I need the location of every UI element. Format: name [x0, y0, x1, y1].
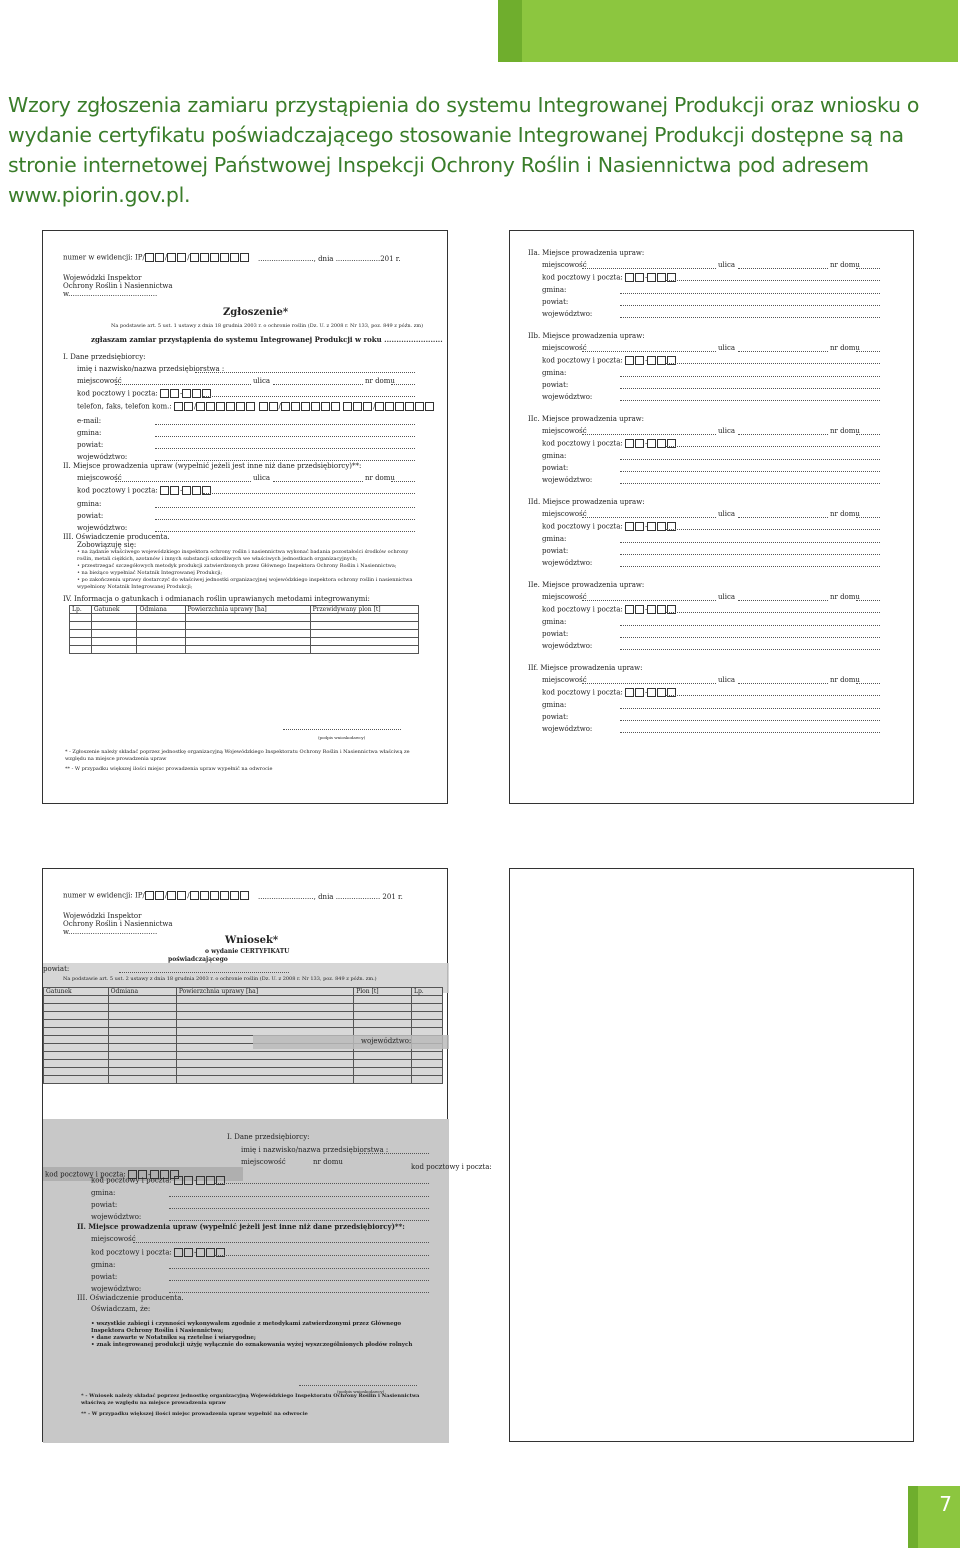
field-woj-line	[169, 1214, 429, 1221]
field-woj-label: województwo:	[77, 524, 128, 532]
field-postal-line	[666, 274, 880, 281]
section-heading: IIf. Miejsce prowadzenia upraw:	[528, 664, 643, 672]
field-gmina-label: gmina:	[542, 452, 567, 460]
field-house-line	[856, 345, 880, 352]
field-powiat-label: powiat:	[43, 965, 70, 973]
field-powiat-label: powiat:	[542, 464, 569, 472]
form-subtitle-1: o wydanie CERTYFIKATU	[205, 948, 290, 955]
field-city-line	[115, 475, 251, 482]
field-name-line	[359, 1147, 429, 1154]
footnote-2: ** - W przypadku większej ilości miejsc prowadzenia upraw wypełnić na odwrocie	[81, 1411, 308, 1417]
field-postal-line	[666, 357, 880, 364]
field-postal-label: kod pocztowy i poczta: -	[91, 1248, 226, 1258]
legal-basis: Na podstawie art. 5 ust. 1 ustawy z dnia 18 grudnia 2003 r. o ochronie roślin (Dz. U. z 2008 r. Nr 133, poz. 849 z późn. zm)	[111, 323, 424, 329]
intro-text: Wzory zgłoszenia zamiaru przystąpienia do systemu Integrowanej Produkcji oraz wniosku o wydanie certyfikatu poświadczającego stosowanie Integrowanej Produkcji dostępne są na stronie internetowej Państwowej Inspekcji Ochrony Roślin i Nasiennictwa pod adresem www.piorin.gov.pl.	[8, 93, 920, 207]
section-3-sub: Zobowiązuję się:	[77, 541, 137, 549]
field-city-line	[582, 345, 716, 352]
form-subtitle-2: poświadczającego	[168, 956, 228, 963]
field-postal-line	[666, 523, 880, 530]
field-house-line	[856, 428, 880, 435]
field-woj-label: województwo:	[542, 642, 593, 650]
field-city-line	[582, 511, 716, 518]
field-gmina-line	[155, 501, 415, 508]
field-city-label: miejscowość	[542, 593, 587, 601]
field-city-line	[582, 428, 716, 435]
field-powiat-line	[620, 465, 880, 472]
field-city-label: miejscowość	[77, 377, 122, 385]
field-woj-line	[620, 643, 880, 650]
header-green-bar	[498, 0, 958, 62]
table-header-row	[70, 606, 419, 614]
col-header: Gatunek	[91, 606, 137, 614]
table-row	[70, 622, 419, 630]
legal-basis: Na podstawie art. 5 ust. 2 ustawy z dnia 18 grudnia 2003 r. o ochronie roślin (Dz. U. z 2008 r. Nr 133, poz. 849 z późn. zm.)	[63, 976, 377, 982]
field-street-label: ulica	[253, 474, 271, 482]
field-phone-label: telefon, faks, telefon kom.: / / /	[77, 402, 435, 412]
field-house-label: nr domu	[365, 377, 395, 385]
field-postal-label: kod pocztowy i poczta: -	[542, 688, 677, 698]
field-house-label: nr domu	[830, 344, 860, 352]
form-reverse-page	[509, 230, 914, 804]
field-gmina-label: gmina:	[542, 535, 567, 543]
col-header: Plon [t]	[354, 988, 412, 996]
section-heading: IIe. Miejsce prowadzenia upraw:	[528, 581, 645, 589]
section-heading: IIb. Miejsce prowadzenia upraw:	[528, 332, 645, 340]
field-street-line	[738, 262, 828, 269]
field-powiat-line	[155, 513, 415, 520]
field-powiat-line	[620, 714, 880, 721]
field-email-label: e-mail:	[77, 417, 102, 425]
field-postal-label: kod pocztowy i poczta: -	[542, 356, 677, 366]
blank-page	[509, 868, 914, 1442]
field-gmina-label: gmina:	[542, 701, 567, 709]
section-1-heading: I. Dane przedsiębiorcy:	[227, 1133, 310, 1141]
field-house-line	[856, 511, 880, 518]
field-woj-line	[155, 525, 415, 532]
field-postal-line	[666, 440, 880, 447]
footer-green-tab	[908, 1486, 960, 1548]
table-row	[70, 630, 419, 638]
field-postal-line	[666, 606, 880, 613]
field-street-label: ulica	[718, 593, 736, 601]
field-gmina-label: gmina:	[542, 369, 567, 377]
signature-line	[283, 723, 401, 730]
field-woj-label: województwo:	[542, 476, 593, 484]
field-house-label: nr domu	[830, 676, 860, 684]
field-woj-label: województwo:	[361, 1037, 412, 1045]
field-postal-line	[215, 1177, 429, 1184]
table-row	[44, 1068, 443, 1076]
field-street-line	[273, 378, 363, 385]
field-street-label: ulica	[718, 344, 736, 352]
declaration-item: • przestrzegać szczegółowych metodyk produkcji zatwierdzonych przez Głównego Inspektora Ochrony Roślin i Nasiennictwa;	[77, 563, 397, 569]
table-row	[70, 638, 419, 646]
table-row	[44, 1004, 443, 1012]
field-house-label: nr domu	[313, 1158, 343, 1166]
field-gmina-line	[620, 702, 880, 709]
section-heading: IIa. Miejsce prowadzenia upraw:	[528, 249, 645, 257]
field-gmina-label: gmina:	[542, 286, 567, 294]
field-postal-label-cut: kod pocztowy i poczta:	[411, 1163, 492, 1171]
section-3-heading: III. Oświadczenie producenta.	[77, 1294, 184, 1302]
table-row	[44, 1020, 443, 1028]
declaration-list	[77, 549, 417, 591]
footnote-1: * - Zgłoszenie należy składać poprzez jednostkę organizacyjną Wojewódzkiego Inspektoratu Ochrony Roślin i Nasiennictwa właściwą ze względu na miejsce prowadzenia upraw	[65, 749, 410, 762]
field-postal-line	[666, 689, 880, 696]
field-house-line	[856, 677, 880, 684]
addressee-line-1: Wojewódzki Inspektor	[63, 274, 142, 282]
field-woj-label: województwo:	[542, 310, 593, 318]
field-city-label: miejscowość	[542, 510, 587, 518]
field-powiat-label: powiat:	[542, 713, 569, 721]
field-street-line	[273, 475, 363, 482]
crop-table	[69, 605, 419, 654]
field-city-label: miejscowość	[241, 1158, 286, 1166]
form-zgloszenie-page	[42, 230, 448, 804]
table-header-row	[44, 988, 443, 996]
declaration-item: • wszystkie zabiegi i czynności wykonywałem zgodnie z metodykami zatwierdzonymi przez Głównego Inspektora Ochrony Roślin i Nasiennictwa;	[91, 1321, 402, 1334]
field-name-line	[195, 366, 415, 373]
section-heading: IId. Miejsce prowadzenia upraw:	[528, 498, 645, 506]
footnote-2: ** - W przypadku większej ilości miejsc prowadzenia upraw wypełnić na odwrocie	[65, 766, 273, 772]
field-powiat-line	[620, 631, 880, 638]
table-row	[70, 646, 419, 654]
section-heading: IIc. Miejsce prowadzenia upraw:	[528, 415, 645, 423]
field-gmina-line	[155, 430, 415, 437]
field-powiat-line	[169, 1202, 429, 1209]
field-powiat-label: powiat:	[91, 1201, 118, 1209]
field-name-label: imię i nazwisko/nazwa przedsiębiorstwa :	[77, 365, 225, 373]
field-postal-label: kod pocztowy i poczta: -	[542, 439, 677, 449]
field-house-label: nr domu	[830, 510, 860, 518]
page-number: 7	[939, 1492, 952, 1516]
field-postal-label: kod pocztowy i poczta: -	[77, 389, 212, 399]
addressee-line-2: Ochrony Roślin i Nasiennictwa	[63, 282, 173, 290]
section-2-heading: II. Miejsce prowadzenia upraw (wypełnić jeżeli jest inne niż dane przedsiębiorcy)**:	[77, 1222, 405, 1231]
section-3-heading: III. Oświadczenie producenta.	[63, 533, 170, 541]
addressee-line-3: w........................................	[63, 290, 158, 298]
field-house-line	[391, 475, 415, 482]
field-postal-label: kod pocztowy i poczta: -	[45, 1170, 180, 1180]
field-email-line	[155, 418, 415, 425]
field-city-line	[133, 1236, 429, 1243]
declaration-list	[91, 1321, 431, 1349]
form-title: Zgłoszenie*	[223, 307, 289, 318]
field-street-line	[738, 511, 828, 518]
field-woj-label: województwo:	[77, 453, 128, 461]
field-woj-label: województwo:	[91, 1285, 142, 1293]
addressee-line-3: w........................................	[63, 928, 158, 936]
field-woj-line	[620, 311, 880, 318]
table-row	[44, 1076, 443, 1084]
reg-number: numer w ewidencji: IP/ / /	[63, 253, 250, 263]
declaration-item: • dane zawarte w Notatniku są rzetelne i wiarygodne;	[91, 1335, 256, 1341]
section-4-heading: IV. Informacja o gatunkach i odmianach roślin uprawianych metodami integrowanymi:	[63, 595, 370, 603]
table-row	[44, 1060, 443, 1068]
field-street-label: ulica	[253, 377, 271, 385]
field-woj-line	[620, 394, 880, 401]
field-powiat-label: powiat:	[542, 630, 569, 638]
field-gmina-label: gmina:	[77, 500, 102, 508]
field-city-label: miejscowość	[542, 427, 587, 435]
field-house-label: nr domu	[365, 474, 395, 482]
form-wniosek-page	[42, 868, 492, 1442]
reg-number: numer w ewidencji: IP/ / /	[63, 891, 250, 901]
footnote-1: * - Wniosek należy składać poprzez jednostkę organizacyjną Wojewódzkiego Inspektoratu Ochrony Roślin i Nasiennictwa właściwą ze względu na miejsce prowadzenia upraw	[81, 1393, 420, 1406]
field-gmina-label: gmina:	[91, 1189, 116, 1197]
field-woj-label: województwo:	[542, 725, 593, 733]
header-green-strip	[498, 0, 522, 62]
field-powiat-line	[155, 442, 415, 449]
field-woj-label: województwo:	[542, 393, 593, 401]
form-title: Wniosek*	[225, 935, 279, 946]
field-powiat-line	[620, 299, 880, 306]
field-house-label: nr domu	[830, 427, 860, 435]
col-header: Przewidywany plon [t]	[310, 606, 418, 614]
field-street-label: ulica	[718, 261, 736, 269]
field-gmina-line	[620, 619, 880, 626]
declaration-item: • na żądanie właściwego wojewódzkiego inspektora ochrony roślin i nasiennictwa wykonać badania pozostałości środków ochrony roślin, metali ciężkich, azotanów i innych substancji szkodliwych we właściwych jednostkach organizacyjnych;	[77, 549, 409, 562]
field-house-label: nr domu	[830, 593, 860, 601]
field-street-line	[738, 594, 828, 601]
col-header: Lp.	[70, 606, 92, 614]
field-postal-line	[203, 487, 415, 494]
declaration-item: • znak integrowanej produkcji użyję wyłącznie do oznakowania wyżej wyszczególnionych płodów rolnych	[91, 1342, 413, 1348]
form-date: ........................., dnia ....................201 r.	[258, 255, 401, 263]
field-woj-label: województwo:	[542, 559, 593, 567]
table-row	[44, 1012, 443, 1020]
addressee-line-2: Ochrony Roślin i Nasiennictwa	[63, 920, 173, 928]
field-powiat-label: powiat:	[77, 441, 104, 449]
table-row	[70, 614, 419, 622]
field-city-line	[582, 594, 716, 601]
table-row	[44, 1052, 443, 1060]
field-city-line	[582, 262, 716, 269]
field-postal-label: kod pocztowy i poczta: -	[542, 522, 677, 532]
section-1-heading: I. Dane przedsiębiorcy:	[63, 353, 146, 361]
field-house-line	[856, 594, 880, 601]
field-powiat-label: powiat:	[542, 547, 569, 555]
field-street-line	[738, 428, 828, 435]
form-date: ........................., dnia .................... 201 r.	[258, 893, 403, 901]
field-gmina-label: gmina:	[542, 618, 567, 626]
col-header: Lp.	[411, 988, 442, 996]
field-woj-line	[620, 560, 880, 567]
field-woj-line	[620, 726, 880, 733]
field-gmina-line	[620, 453, 880, 460]
field-woj-line	[620, 477, 880, 484]
field-city-line	[115, 378, 251, 385]
field-postal-line	[203, 390, 415, 397]
field-city-label: miejscowość	[91, 1235, 136, 1243]
section-3-sub: Oświadczam, że:	[91, 1305, 151, 1313]
col-header: Odmiana	[137, 606, 185, 614]
field-gmina-line	[620, 536, 880, 543]
field-house-label: nr domu	[830, 261, 860, 269]
field-powiat-label: powiat:	[542, 381, 569, 389]
field-powiat-line	[620, 548, 880, 555]
field-street-line	[738, 345, 828, 352]
signature-line	[299, 1379, 417, 1386]
signature-caption: (podpis wnioskodawcy)	[318, 735, 366, 740]
field-powiat-line	[119, 966, 289, 973]
field-city-label: miejscowość	[77, 474, 122, 482]
field-woj-line	[169, 1286, 429, 1293]
field-woj-line	[155, 454, 415, 461]
field-city-label: miejscowość	[542, 261, 587, 269]
col-header: Powierzchnia uprawy [ha]	[185, 606, 310, 614]
field-postal-label: kod pocztowy i poczta: -	[542, 605, 677, 615]
table-row	[44, 996, 443, 1004]
section-2-heading: II. Miejsce prowadzenia upraw (wypełnić jeżeli jest inne niż dane przedsiębiorcy)**:	[63, 462, 362, 470]
field-powiat-label: powiat:	[77, 512, 104, 520]
field-postal-label: kod pocztowy i poczta: -	[91, 1176, 226, 1186]
col-header: Gatunek	[44, 988, 109, 996]
field-powiat-label: powiat:	[91, 1273, 118, 1281]
field-street-label: ulica	[718, 676, 736, 684]
field-postal-line	[215, 1249, 429, 1256]
field-street-line	[738, 677, 828, 684]
field-powiat-line	[620, 382, 880, 389]
field-name-label: imię i nazwisko/nazwa przedsiębiorstwa :	[241, 1146, 389, 1154]
scan-overlay	[253, 1035, 449, 1049]
field-gmina-line	[620, 370, 880, 377]
field-city-label: miejscowość	[542, 676, 587, 684]
field-postal-label: kod pocztowy i poczta: -	[542, 273, 677, 283]
field-house-line	[391, 378, 415, 385]
footer-green-strip	[908, 1486, 918, 1548]
declaration-item: • po zakończeniu uprawy dostarczyć do właściwej jednostki organizacyjnej wojewódzkiego inspektora ochrony roślin i nasiennictwa wypełniony Notatnik Integrowanej Produkcji;	[77, 577, 413, 590]
field-gmina-line	[169, 1262, 429, 1269]
field-gmina-label: gmina:	[77, 429, 102, 437]
field-street-label: ulica	[718, 427, 736, 435]
signature-caption: (podpis wnioskodawcy)	[337, 1389, 385, 1394]
field-street-label: ulica	[718, 510, 736, 518]
field-gmina-label: gmina:	[91, 1261, 116, 1269]
field-house-line	[856, 262, 880, 269]
field-gmina-line	[169, 1190, 429, 1197]
field-gmina-line	[620, 287, 880, 294]
field-powiat-label: powiat:	[542, 298, 569, 306]
field-city-line	[582, 677, 716, 684]
addressee-line-1: Wojewódzki Inspektor	[63, 912, 142, 920]
form-subtitle: zgłaszam zamiar przystąpienia do systemu Integrowanej Produkcji w roku ........................	[91, 335, 443, 344]
declaration-item: • na bieżąco wypełniać Notatnik Integrowanej Produkcji;	[77, 570, 223, 576]
field-postal-label: kod pocztowy i poczta: -	[77, 486, 212, 496]
field-city-label: miejscowość	[542, 344, 587, 352]
col-header: Powierzchnia uprawy [ha]	[176, 988, 353, 996]
field-woj-label: województwo:	[91, 1213, 142, 1221]
field-powiat-line	[169, 1274, 429, 1281]
col-header: Odmiana	[108, 988, 176, 996]
